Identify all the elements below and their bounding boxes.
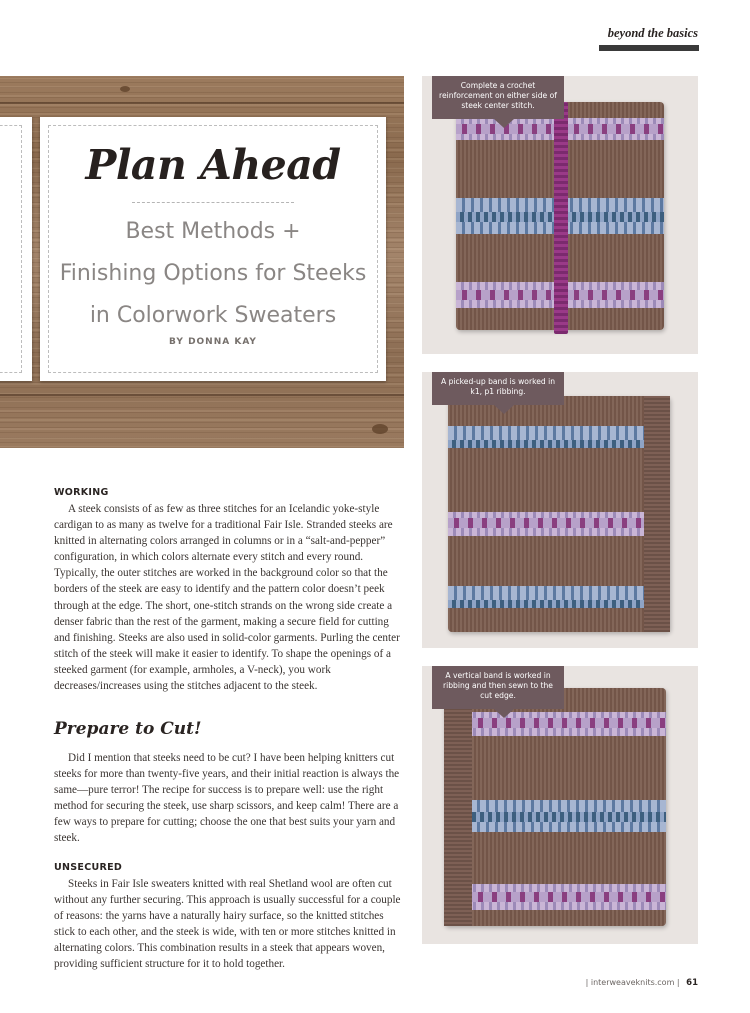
page-number: 61 [686,978,698,988]
unsecured-paragraph: Steeks in Fair Isle sweaters knitted with real Shetland wool are often cut without any further securing. This approach is usually successful for a couple of reasons: the yarns have a naturally hairy surface, so the knitted stitches stick to each other, and the steek is wide, with ten or more stitches knitted in alternating colors. This combination results in a steek that appears woven, providing sufficient structure for it to hold together. [54,878,401,971]
wood-knot [120,86,130,92]
title-banner [0,76,404,448]
unsecured-heading: UNSECURED [54,862,123,873]
working-heading: WORKING [54,487,109,498]
wood-seam [0,102,404,104]
photo-picked-up-band [422,372,698,648]
subtitle-line: Finishing Options for Steeks [59,261,367,286]
knit-swatch [456,102,664,330]
photo-vertical-band [422,666,698,944]
page-title: Plan Ahead [85,141,341,189]
subtitle-line: in Colorwork Sweaters [89,303,337,328]
footer-url[interactable]: | interweaveknits.com | [585,978,680,987]
working-paragraph: A steek consists of as few as three stitches for an Icelandic yoke-style cardigan to as many as twelve for a traditional Fair Isle. Stranded steeks are knitted in alternating colors arranged in columns or in a “salt-and-pepper” configuration, in which colors alternate every stitch and every round. Typically, the outer stitches are worked in the background color so that the borders of the steek are easy to identify and the pattern color doesn’t peek through at the edge. The short, one-stitch strands on the wrong side create a denser fabric than the rest of the garment, making a secure field for cutting and finishing. Steeks are also used in solid-color garments. Purling the center stitch of the steek will make it easier to identify. To shape the openings of a steeked garment (for example, armholes, a V-neck), you work decreases/increases using the stitches adjacent to the steek. [54,503,400,693]
prepare-heading: Prepare to Cut! [54,719,202,739]
side-card [0,117,32,381]
knit-swatch [444,688,666,926]
wood-seam [0,394,404,396]
photo-caption: A picked-up band is worked in k1, p1 ribbing. [432,372,564,405]
byline: BY DONNA KAY [169,337,257,347]
photo-crochet-steek [422,76,698,354]
section-label: beyond the basics [607,26,698,40]
prepare-paragraph: Did I mention that steeks need to be cut? I have been helping knitters cut steeks for more than twenty-five years, and their initial reaction is always the same—pure terror! The recipe for success is to prepare well: use the right method for securing the steek, use sharp scissors, and keep calm! There are a few ways to prepare for cutting; choose the one that best suits your yarn and steek. [54,752,400,845]
photo-caption: A vertical band is worked in ribbing and then sewn to the cut edge. [432,666,564,709]
title-divider [132,202,294,203]
photo-caption: Complete a crochet reinforcement on either side of steek center stitch. [432,76,564,119]
wood-knot [372,424,388,434]
subtitle [40,211,386,337]
page-footer [586,978,698,988]
section-divider [599,45,699,51]
title-card [40,117,386,381]
subtitle-line: Best Methods + [125,219,301,244]
knit-swatch [448,396,670,632]
